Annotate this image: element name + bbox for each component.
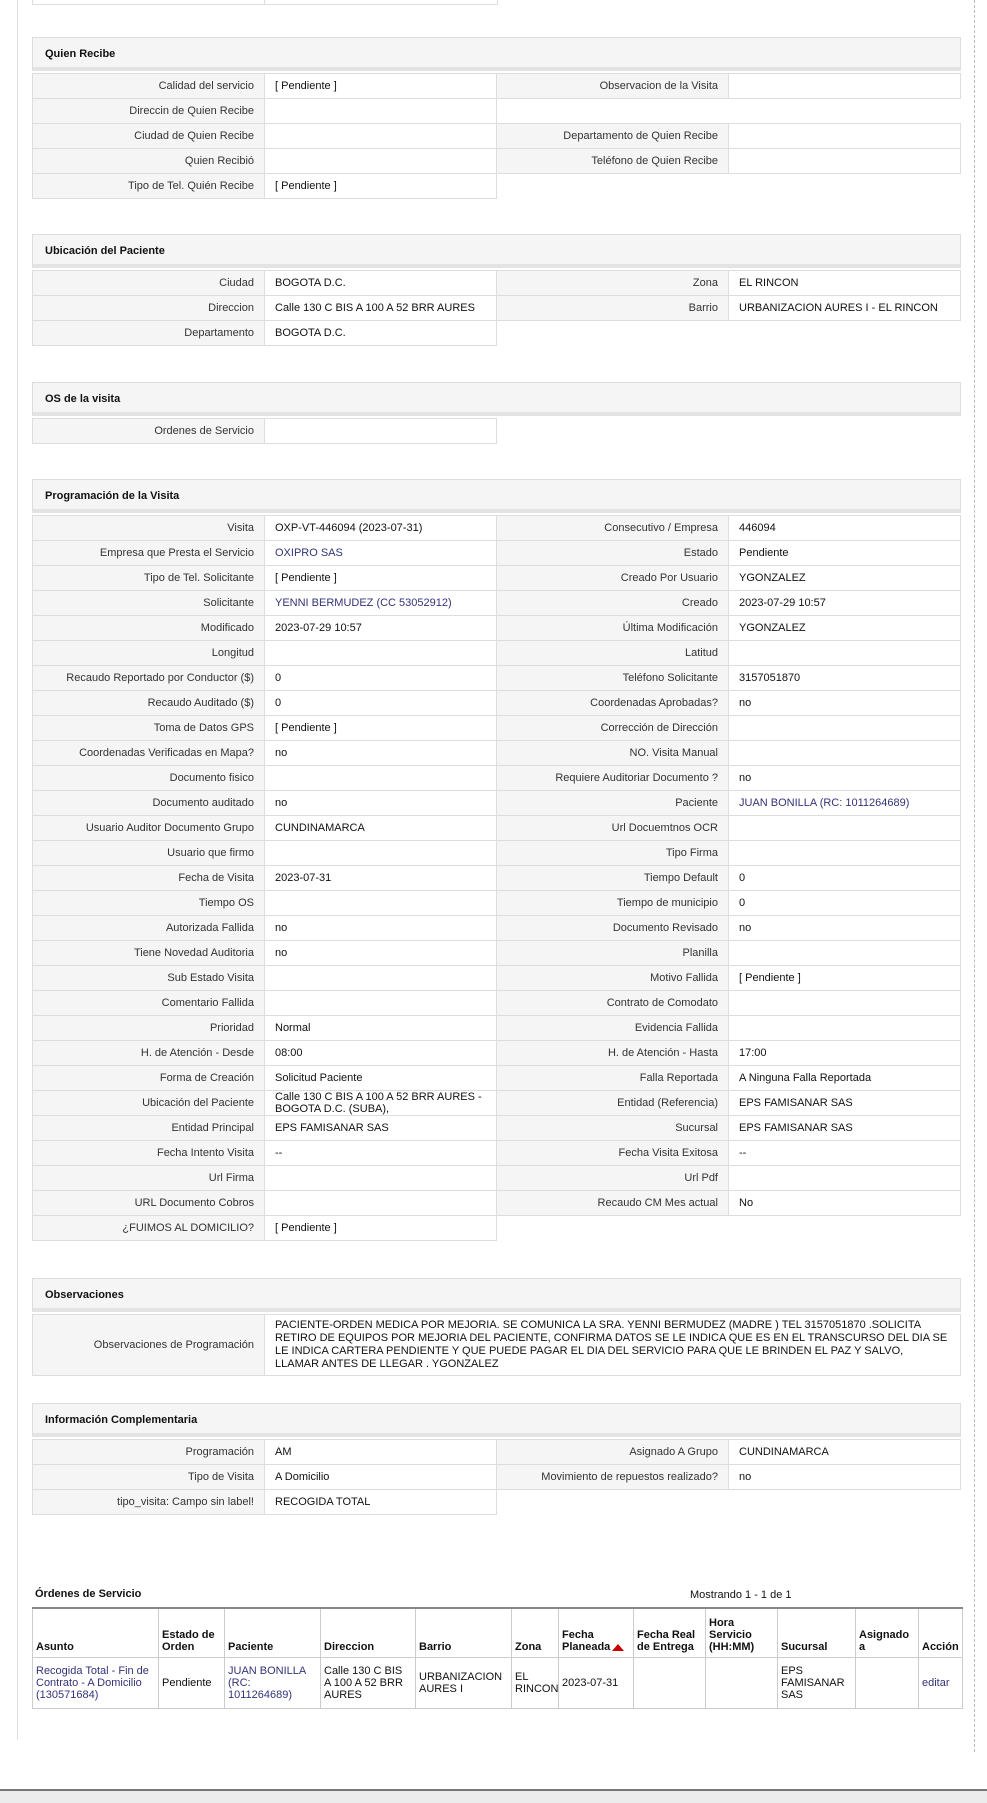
field-label: Usuario que firmo xyxy=(33,841,265,866)
detail-row xyxy=(33,1166,961,1191)
field-label: Departamento de Quien Recibe xyxy=(497,124,729,149)
field-label: Última Modificación xyxy=(497,616,729,641)
empty-cell xyxy=(729,99,961,124)
field-label: Url Docuemtnos OCR xyxy=(497,816,729,841)
field-label: Entidad (Referencia) xyxy=(497,1091,729,1116)
section-programacion-visita xyxy=(32,479,961,1241)
detail-row xyxy=(33,816,961,841)
field-value xyxy=(265,891,497,916)
os-visita-table xyxy=(32,418,961,444)
field-label: ¿FUIMOS AL DOMICILIO? xyxy=(33,1216,265,1241)
detail-row xyxy=(33,1141,961,1166)
column-header-hora[interactable]: Hora Servicio (HH:MM) xyxy=(706,1608,778,1658)
field-label: Tipo Firma xyxy=(497,841,729,866)
section-ubicacion-paciente xyxy=(32,234,961,346)
programacion-table xyxy=(32,515,961,1241)
detail-row xyxy=(33,1091,961,1116)
detail-row xyxy=(33,1066,961,1091)
empty-cell xyxy=(497,99,729,124)
field-label: Planilla xyxy=(497,941,729,966)
field-label: Teléfono Solicitante xyxy=(497,666,729,691)
field-label: Requiere Auditoriar Documento ? xyxy=(497,766,729,791)
field-label: Visita xyxy=(33,516,265,541)
field-value: 0 xyxy=(729,891,961,916)
field-value: CUNDINAMARCA xyxy=(729,1440,961,1465)
empty-cell xyxy=(497,321,729,346)
field-value xyxy=(729,641,961,666)
results-count: Mostrando 1 - 1 de 1 xyxy=(690,1589,792,1601)
empty-cell xyxy=(497,419,729,444)
field-label: Tipo de Visita xyxy=(33,1465,265,1490)
previous-section-remnant xyxy=(32,0,498,5)
direccion-cell: Calle 130 C BIS A 100 A 52 BRR AURES xyxy=(321,1658,416,1709)
field-label: Evidencia Fallida xyxy=(497,1016,729,1041)
quien-recibe-table xyxy=(32,73,961,199)
field-label: Latitud xyxy=(497,641,729,666)
field-label: Comentario Fallida xyxy=(33,991,265,1016)
zona-cell: EL RINCON xyxy=(512,1658,559,1709)
hora-cell xyxy=(706,1658,778,1709)
field-value: Calle 130 C BIS A 100 A 52 BRR AURES - BOGOTA D.C. (SUBA), xyxy=(265,1091,497,1116)
field-value: No xyxy=(729,1191,961,1216)
field-value: [ Pendiente ] xyxy=(265,1216,497,1241)
field-value: 08:00 xyxy=(265,1041,497,1066)
field-label: Entidad Principal xyxy=(33,1116,265,1141)
field-value: no xyxy=(729,766,961,791)
detail-row xyxy=(33,99,961,124)
detail-row xyxy=(33,321,961,346)
field-value: [ Pendiente ] xyxy=(729,966,961,991)
field-value: no xyxy=(265,916,497,941)
field-label: tipo_visita: Campo sin label! xyxy=(33,1490,265,1515)
field-value xyxy=(729,149,961,174)
visita-value: OXP-VT-446094 (2023-07-31) xyxy=(265,516,497,541)
field-label: Ordenes de Servicio xyxy=(33,419,265,444)
observaciones-text: PACIENTE-ORDEN MEDICA POR MEJORIA. SE COMUNICA LA SRA. YENNI BERMUDEZ (MADRE ) TEL 3157051870 .SOLICITA RETIRO DE EQUIPOS POR MEJORIA DEL PACIENTE, CONFIRMA DATOS SE LE INDICA QUE ES EN EL TRANSCURSO DEL DIA SE LE INDICA CARTERA PENDIENTE Y QUE PUEDE PAGAR EL DIA DEL SERVICIO PARA QUE LE BRINDEN EL PAZ Y SALVO, LLAMAR ANTES DE LLEGAR . YGONZALEZ xyxy=(265,1315,961,1376)
empty-cell xyxy=(729,321,961,346)
detail-row xyxy=(33,891,961,916)
field-label: Estado xyxy=(497,541,729,566)
detail-row xyxy=(33,541,961,566)
field-label: Modificado xyxy=(33,616,265,641)
field-label: Documento fisico xyxy=(33,766,265,791)
field-label: Solicitante xyxy=(33,591,265,616)
field-label: Toma de Datos GPS xyxy=(33,716,265,741)
field-value xyxy=(729,991,961,1016)
field-value: YGONZALEZ xyxy=(729,566,961,591)
column-header-zona[interactable]: Zona xyxy=(512,1608,559,1658)
field-label: Teléfono de Quien Recibe xyxy=(497,149,729,174)
column-header-direccion[interactable]: Direccion xyxy=(321,1608,416,1658)
field-label: Ubicación del Paciente xyxy=(33,1091,265,1116)
fecha-planeada-label: Fecha Planeada xyxy=(562,1629,611,1653)
column-header-accion: Acción xyxy=(919,1608,963,1658)
field-value xyxy=(265,419,497,444)
field-label: Tipo de Tel. Quién Recibe xyxy=(33,174,265,199)
field-label: Coordenadas Aprobadas? xyxy=(497,691,729,716)
detail-row xyxy=(33,1016,961,1041)
field-label: NO. Visita Manual xyxy=(497,741,729,766)
barrio-cell: URBANIZACION AURES I xyxy=(416,1658,512,1709)
detail-row xyxy=(33,1116,961,1141)
field-value xyxy=(729,716,961,741)
detail-row xyxy=(33,916,961,941)
field-label: Direccin de Quien Recibe xyxy=(33,99,265,124)
field-value: [ Pendiente ] xyxy=(265,566,497,591)
field-label: Contrato de Comodato xyxy=(497,991,729,1016)
empty-cell xyxy=(729,1216,961,1241)
field-label: Corrección de Dirección xyxy=(497,716,729,741)
field-value xyxy=(265,149,497,174)
detail-row xyxy=(33,791,961,816)
detail-row xyxy=(33,666,961,691)
field-label: Fecha de Visita xyxy=(33,866,265,891)
field-value xyxy=(265,966,497,991)
detail-row xyxy=(33,616,961,641)
field-label: Sub Estado Visita xyxy=(33,966,265,991)
section-os-visita xyxy=(32,382,961,444)
column-header-barrio[interactable]: Barrio xyxy=(416,1608,512,1658)
field-label: Paciente xyxy=(497,791,729,816)
field-label: Url Pdf xyxy=(497,1166,729,1191)
detail-row xyxy=(33,941,961,966)
field-value: BOGOTA D.C. xyxy=(265,321,497,346)
field-value: [ Pendiente ] xyxy=(265,716,497,741)
field-value: 17:00 xyxy=(729,1041,961,1066)
field-label: Documento Revisado xyxy=(497,916,729,941)
column-header-paciente[interactable]: Paciente xyxy=(225,1608,321,1658)
column-header-asignado[interactable]: Asignado a xyxy=(856,1608,919,1658)
detail-row xyxy=(33,966,961,991)
field-label: Tiene Novedad Auditoria xyxy=(33,941,265,966)
field-value xyxy=(729,74,961,99)
empty-cell xyxy=(497,174,729,199)
paciente-link[interactable]: JUAN BONILLA (RC: 1011264689) xyxy=(729,791,961,816)
table-row xyxy=(33,1658,963,1709)
empty-cell xyxy=(497,1216,729,1241)
field-value: no xyxy=(729,691,961,716)
field-label: Quien Recibió xyxy=(33,149,265,174)
field-value xyxy=(265,841,497,866)
detail-row xyxy=(33,591,961,616)
detail-row xyxy=(33,991,961,1016)
ordenes-table xyxy=(32,1607,963,1709)
ordenes-title: Órdenes de Servicio xyxy=(35,1588,142,1600)
field-value: EPS FAMISANAR SAS xyxy=(265,1116,497,1141)
detail-row xyxy=(33,516,961,541)
field-label: Tiempo de municipio xyxy=(497,891,729,916)
field-label: Autorizada Fallida xyxy=(33,916,265,941)
status-value: Pendiente xyxy=(729,541,961,566)
detail-row xyxy=(33,124,961,149)
section-title: Quien Recibe xyxy=(32,37,961,71)
field-label: Forma de Creación xyxy=(33,1066,265,1091)
field-label: Prioridad xyxy=(33,1016,265,1041)
detail-row xyxy=(33,1041,961,1066)
column-header-asunto[interactable]: Asunto xyxy=(33,1608,159,1658)
field-value: BOGOTA D.C. xyxy=(265,271,497,296)
info-comp-table xyxy=(32,1439,961,1515)
field-value: RECOGIDA TOTAL xyxy=(265,1490,497,1515)
field-label: H. de Atención - Desde xyxy=(33,1041,265,1066)
field-label: Tipo de Tel. Solicitante xyxy=(33,566,265,591)
field-label: Ciudad xyxy=(33,271,265,296)
detail-row xyxy=(33,641,961,666)
detail-row xyxy=(33,766,961,791)
field-value xyxy=(729,816,961,841)
column-header-estado[interactable]: Estado de Orden xyxy=(159,1608,225,1658)
field-value: no xyxy=(265,791,497,816)
field-value: EPS FAMISANAR SAS xyxy=(729,1116,961,1141)
field-label: Fecha Intento Visita xyxy=(33,1141,265,1166)
field-value: Normal xyxy=(265,1016,497,1041)
field-value: no xyxy=(265,741,497,766)
section-title: Ubicación del Paciente xyxy=(32,234,961,268)
detail-row xyxy=(33,1315,961,1376)
field-value xyxy=(265,991,497,1016)
detail-row xyxy=(33,174,961,199)
field-value xyxy=(729,741,961,766)
field-label: Motivo Fallida xyxy=(497,966,729,991)
detail-row xyxy=(33,149,961,174)
field-label: URL Documento Cobros xyxy=(33,1191,265,1216)
field-value: Calle 130 C BIS A 100 A 52 BRR AURES xyxy=(265,296,497,321)
field-label: Recaudo Auditado ($) xyxy=(33,691,265,716)
section-title: Información Complementaria xyxy=(32,1403,961,1437)
field-value: A Ninguna Falla Reportada xyxy=(729,1066,961,1091)
field-value: 0 xyxy=(265,666,497,691)
page-divider xyxy=(974,0,975,1752)
field-label: Fecha Visita Exitosa xyxy=(497,1141,729,1166)
empresa-link[interactable]: OXIPRO SAS xyxy=(265,541,497,566)
detail-row xyxy=(33,419,962,444)
ubicacion-table xyxy=(32,270,961,346)
field-label: Recaudo CM Mes actual xyxy=(497,1191,729,1216)
field-value: no xyxy=(729,1465,961,1490)
detail-row xyxy=(33,866,961,891)
detail-row xyxy=(33,691,961,716)
field-value: -- xyxy=(729,1141,961,1166)
field-value: 2023-07-29 10:57 xyxy=(265,616,497,641)
detail-row xyxy=(33,271,961,296)
estado-cell: Pendiente xyxy=(159,1658,225,1709)
field-label: Observacion de la Visita xyxy=(497,74,729,99)
paciente-link[interactable]: JUAN BONILLA (RC: 1011264689) xyxy=(225,1658,321,1709)
detail-row xyxy=(33,716,961,741)
section-informacion-complementaria xyxy=(32,1403,961,1515)
detail-row xyxy=(33,841,961,866)
section-title: OS de la visita xyxy=(32,382,961,416)
field-label: Tiempo Default xyxy=(497,866,729,891)
observaciones-table xyxy=(32,1314,961,1376)
field-value: 0 xyxy=(729,866,961,891)
field-label: Sucursal xyxy=(497,1116,729,1141)
field-value xyxy=(729,1016,961,1041)
field-value xyxy=(729,124,961,149)
asignado-cell xyxy=(856,1658,919,1709)
field-value: [ Pendiente ] xyxy=(265,174,497,199)
field-value: 3157051870 xyxy=(729,666,961,691)
detail-row xyxy=(33,566,961,591)
field-value: 2023-07-31 xyxy=(265,866,497,891)
field-value: 446094 xyxy=(729,516,961,541)
field-label: H. de Atención - Hasta xyxy=(497,1041,729,1066)
section-title: Observaciones xyxy=(32,1278,961,1312)
section-quien-recibe xyxy=(32,37,961,199)
field-value: URBANIZACION AURES I - EL RINCON xyxy=(729,296,961,321)
empty-cell xyxy=(497,1490,729,1515)
fecha-real-cell xyxy=(634,1658,706,1709)
field-label: Url Firma xyxy=(33,1166,265,1191)
field-value: 0 xyxy=(265,691,497,716)
field-value: Solicitud Paciente xyxy=(265,1066,497,1091)
field-label: Creado Por Usuario xyxy=(497,566,729,591)
field-label: Creado xyxy=(497,591,729,616)
field-label: Programación xyxy=(33,1440,265,1465)
field-label: Coordenadas Verificadas en Mapa? xyxy=(33,741,265,766)
field-value: -- xyxy=(265,1141,497,1166)
field-label: Falla Reportada xyxy=(497,1066,729,1091)
field-value xyxy=(265,124,497,149)
field-value xyxy=(265,99,497,124)
field-label: Tiempo OS xyxy=(33,891,265,916)
field-label: Observaciones de Programación xyxy=(33,1315,265,1376)
field-value xyxy=(265,1191,497,1216)
field-value: YGONZALEZ xyxy=(729,616,961,641)
field-value: no xyxy=(729,916,961,941)
detail-row xyxy=(33,1490,961,1515)
sucursal-cell: EPS FAMISANAR SAS xyxy=(778,1658,856,1709)
empty-cell xyxy=(729,1490,961,1515)
field-value: AM xyxy=(265,1440,497,1465)
field-value xyxy=(265,1166,497,1191)
field-label: Zona xyxy=(497,271,729,296)
editar-link[interactable]: editar xyxy=(919,1658,963,1709)
detail-row xyxy=(33,74,961,99)
field-label: Departamento xyxy=(33,321,265,346)
detail-row xyxy=(33,741,961,766)
column-header-sucursal[interactable]: Sucursal xyxy=(778,1608,856,1658)
field-label: Barrio xyxy=(497,296,729,321)
field-label: Longitud xyxy=(33,641,265,666)
column-header-fecha-real[interactable]: Fecha Real de Entrega xyxy=(634,1608,706,1658)
table-header-row xyxy=(33,1608,963,1658)
field-label: Asignado A Grupo xyxy=(497,1440,729,1465)
field-value: EPS FAMISANAR SAS xyxy=(729,1091,961,1116)
field-value: CUNDINAMARCA xyxy=(265,816,497,841)
field-value xyxy=(265,641,497,666)
empty-cell xyxy=(729,419,961,444)
empty-cell xyxy=(729,174,961,199)
field-label: Movimiento de repuestos realizado? xyxy=(497,1465,729,1490)
field-value: 2023-07-29 10:57 xyxy=(729,591,961,616)
section-title: Programación de la Visita xyxy=(32,479,961,513)
field-value: EL RINCON xyxy=(729,271,961,296)
field-value xyxy=(729,941,961,966)
field-value: [ Pendiente ] xyxy=(265,74,497,99)
field-value xyxy=(265,766,497,791)
asunto-link[interactable]: Recogida Total - Fin de Contrato - A Domicilio (130571684) xyxy=(33,1658,159,1709)
field-label: Usuario Auditor Documento Grupo xyxy=(33,816,265,841)
detail-row xyxy=(33,1465,961,1490)
section-observaciones xyxy=(32,1278,961,1376)
field-value xyxy=(729,1166,961,1191)
field-value: no xyxy=(265,941,497,966)
field-value xyxy=(729,841,961,866)
fecha-planeada-cell: 2023-07-31 xyxy=(559,1658,634,1709)
field-label: Consecutivo / Empresa xyxy=(497,516,729,541)
field-label: Ciudad de Quien Recibe xyxy=(33,124,265,149)
detail-row xyxy=(33,1191,961,1216)
field-label: Documento auditado xyxy=(33,791,265,816)
field-label: Calidad del servicio xyxy=(33,74,265,99)
sort-ascending-icon xyxy=(612,1644,624,1651)
field-label: Empresa que Presta el Servicio xyxy=(33,541,265,566)
field-value: A Domicilio xyxy=(265,1465,497,1490)
solicitante-link[interactable]: YENNI BERMUDEZ (CC 53052912) xyxy=(265,591,497,616)
field-label: Recaudo Reportado por Conductor ($) xyxy=(33,666,265,691)
field-label: Direccion xyxy=(33,296,265,321)
detail-row xyxy=(33,1216,961,1241)
detail-row xyxy=(33,1440,961,1465)
detail-row xyxy=(33,296,961,321)
column-header-fecha-planeada[interactable] xyxy=(559,1608,634,1658)
